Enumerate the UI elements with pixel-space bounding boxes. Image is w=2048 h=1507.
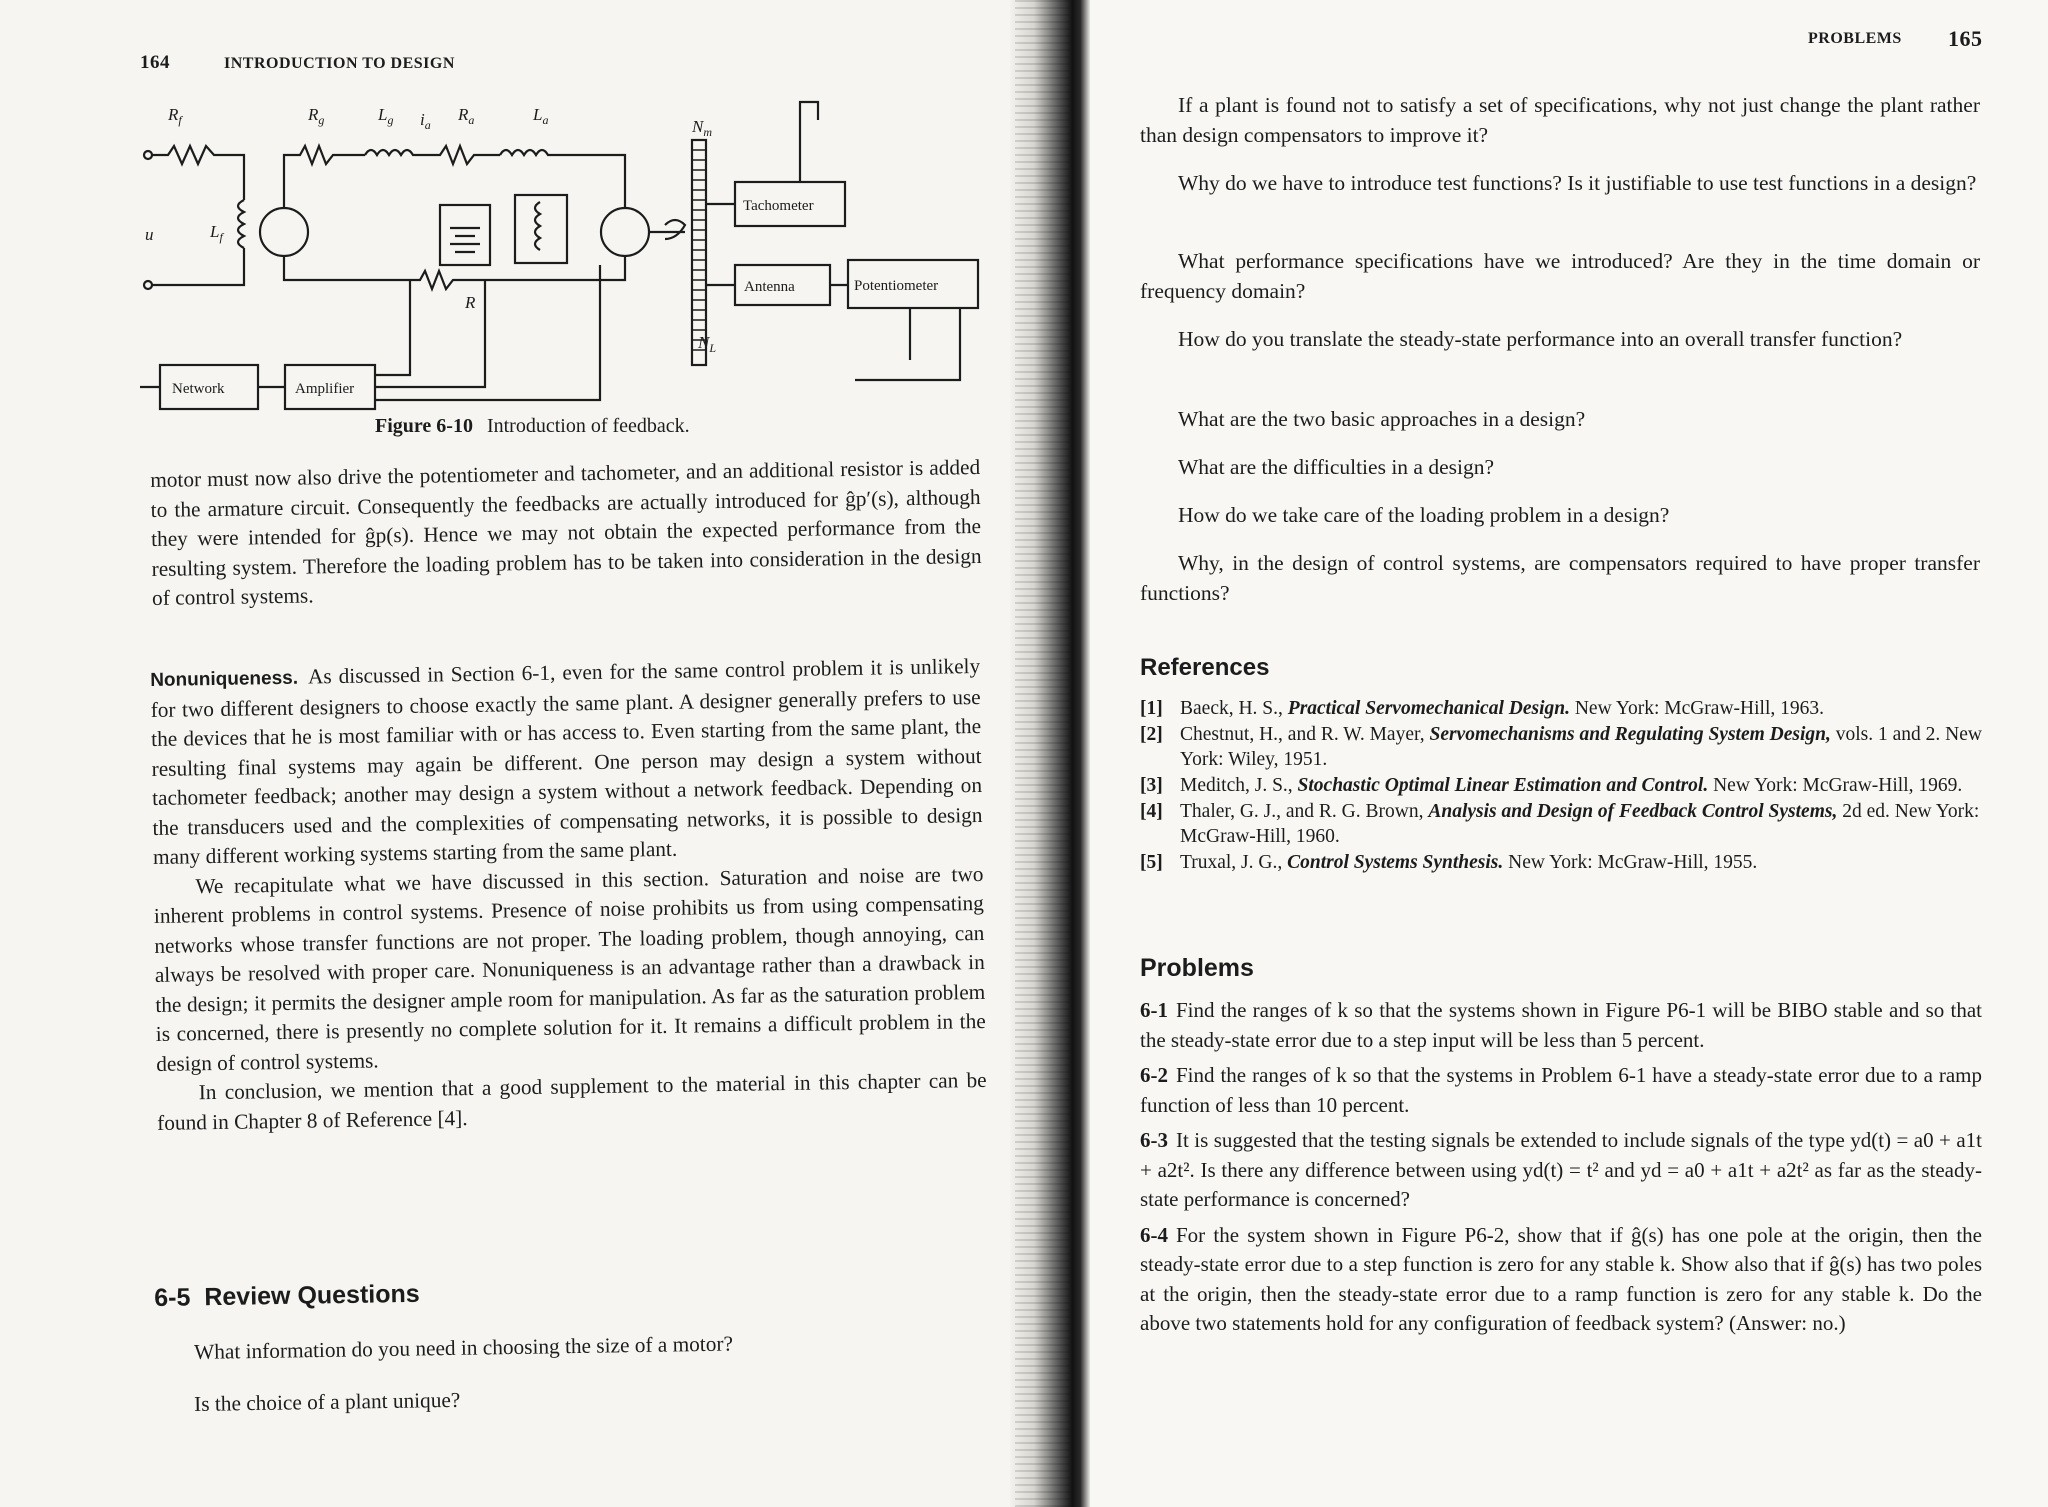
paragraph-loading-text: motor must now also drive the potentiometer and tachometer, and an additional resistor is added to the armature circuit. Consequently the feedbacks are actually introduced for ĝp′(s), although they were intended for ĝp(s). Hence we may not obtain the expected performance from the resulting system. Therefore the loading problem has to be taken into consideration in the design of control systems.	[150, 454, 982, 610]
question-text: Why do we have to introduce test functions? Is it justifiable to use test functions in a design?	[1178, 171, 1977, 195]
question-text: Why, in the design of control systems, are compensators required to have proper transfer functions?	[1140, 551, 1980, 605]
motor	[601, 208, 649, 256]
figure-number: Figure 6-10	[375, 415, 473, 437]
reference-text: Thaler, G. J., and R. G. Brown, Analysis and Design of Feedback Control Systems, 2d ed. New York: McGraw-Hill, 1960.	[1180, 801, 1980, 847]
label-la: $L_a$	[533, 105, 549, 127]
amp-field-wire	[375, 265, 600, 400]
problem-text: It is suggested that the testing signals be extended to include signals of the type yd(t) = a0 + a1t + a2t². Is there any difference between using yd(t) = t² and yd = a0 + a1t + a2t² as far as the steady-state performance is concerned?	[1140, 1128, 1982, 1211]
reference-item	[1140, 850, 1982, 875]
potentiometer-label: Potentiometer	[854, 278, 939, 294]
reference-item	[1140, 773, 1982, 798]
review-question-9	[1140, 500, 1980, 530]
review-question-10	[1140, 548, 1980, 608]
left-page-number: 164	[140, 52, 170, 73]
reference-item	[1140, 696, 1982, 721]
label-u: u	[145, 225, 154, 244]
review-question-2: Is the choice of a plant unique?	[194, 1387, 461, 1416]
label-rg: $R_g$	[308, 105, 325, 127]
review-question-4	[1140, 168, 1980, 198]
armature-return	[284, 256, 625, 289]
generator	[260, 208, 308, 256]
reference-item	[1140, 799, 1982, 849]
figure-caption	[375, 415, 690, 438]
label-lg: $L_g$	[378, 105, 394, 127]
label-r: R	[465, 293, 476, 312]
problem-number: 6-3	[1140, 1128, 1168, 1152]
problems-heading: Problems	[1140, 954, 1254, 982]
problem-text: Find the ranges of k so that the systems in Problem 6-1 have a steady-state error due to a ramp function of less than 10 percent.	[1140, 1063, 1982, 1117]
paragraph-conclusion: In conclusion, we mention that a good supplement to the material in this chapter can be found in Chapter 8 of Reference [4].	[156, 1067, 987, 1135]
problem-item	[1140, 1126, 1982, 1215]
left-body-text	[150, 652, 987, 1138]
nonuniqueness-text: As discussed in Section 6-1, even for the same control problem it is unlikely for two different designers to choose exactly the same plant. A designer generally prefers to use the devices that he is most familiar with or has access to. Even starting from the same plant, the resulting final systems may again be different. One person may design a system without tachometer feedback; another may design a system without a network feedback. Depending on the transducers used and the complexities of compensating networks, it is possible to design many different working systems starting from the same plant.	[150, 653, 983, 869]
paragraph-loading	[150, 453, 982, 614]
problems-list	[1140, 996, 1982, 1345]
review-question-7	[1140, 404, 1980, 434]
review-question-6	[1140, 324, 1980, 354]
armature-inductor	[500, 150, 625, 208]
shaft-coupling	[665, 220, 685, 239]
gear-train	[692, 140, 706, 365]
review-question-8	[1140, 452, 1980, 482]
left-running-head: INTRODUCTION TO DESIGN	[224, 55, 455, 72]
problem-number: 6-2	[1140, 1063, 1168, 1087]
reference-text: Baeck, H. S., Practical Servomechanical Design. New York: McGraw-Hill, 1963.	[1180, 698, 1824, 719]
tachometer-label: Tachometer	[743, 198, 814, 214]
references-list	[1140, 696, 1982, 876]
problem-text: Find the ranges of k so that the systems shown in Figure P6-1 will be BIBO stable and so that the steady-state error due to a step input will be less than 5 percent.	[1140, 998, 1982, 1052]
field-resistor-wire	[152, 146, 244, 200]
label-nm: $N_m$	[692, 117, 713, 139]
motor-field-box	[515, 195, 567, 263]
reference-number: [1]	[1140, 698, 1163, 719]
review-question-5	[1140, 246, 1980, 306]
label-lf: $L_f$	[210, 222, 223, 244]
review-questions-heading	[154, 1280, 420, 1313]
question-text: What are the difficulties in a design?	[1178, 455, 1495, 479]
gutter-scan-noise	[1015, 0, 1070, 1507]
terminal-bottom	[144, 281, 152, 289]
reference-number: [3]	[1140, 775, 1163, 796]
reference-number: [4]	[1140, 801, 1163, 822]
reference-number: [2]	[1140, 724, 1163, 745]
reference-text: Chestnut, H., and R. W. Mayer, Servomechanisms and Regulating System Design, vols. 1 and 2. New York: Wiley, 1951.	[1180, 724, 1982, 770]
amplifier-label: Amplifier	[295, 381, 355, 397]
network-label: Network	[172, 381, 225, 397]
pot-wire	[855, 308, 960, 380]
tach-wire-top	[800, 102, 818, 182]
label-rf: $R_f$	[168, 105, 182, 127]
reference-text: Meditch, J. S., Stochastic Optimal Linear Estimation and Control. New York: McGraw-Hill, 1969.	[1180, 775, 1963, 796]
label-ia: $i_a$	[420, 110, 431, 132]
question-text: How do you translate the steady-state performance into an overall transfer function?	[1178, 327, 1903, 351]
reference-text: Truxal, J. G., Control Systems Synthesis. New York: McGraw-Hill, 1955.	[1180, 852, 1758, 873]
problem-item	[1140, 1221, 1982, 1339]
review-question-1: What information do you need in choosing the size of a motor?	[194, 1331, 734, 1364]
problem-text: For the system shown in Figure P6-2, show that if ĝ(s) has one pole at the origin, then the steady-state error due to a step function is zero for any stable k. Show also that if ĝ(s) has two poles at the origin, then the steady-state error due to a ramp function is zero for any stable k. Do the above two statements hold for any configuration of feedback system? (Answer: no.)	[1140, 1222, 1982, 1335]
problem-number: 6-1	[1140, 998, 1168, 1022]
problem-item	[1140, 996, 1982, 1055]
paragraph-nonuniqueness	[150, 652, 983, 873]
feedback-circuit-diagram	[140, 90, 1000, 420]
field-return-wire	[152, 248, 244, 285]
review-question-3	[1140, 90, 1980, 150]
label-nl: $N_L$	[698, 333, 717, 355]
right-page-number: 165	[1948, 26, 1983, 51]
motor-field-winding	[535, 202, 540, 250]
review-section-number: 6-5	[154, 1283, 191, 1312]
question-text: If a plant is found not to satisfy a set of specifications, why not just change the plant rather than design compensators to improve it?	[1140, 93, 1980, 147]
question-text: How do we take care of the loading problem in a design?	[1178, 503, 1670, 527]
question-text: What are the two basic approaches in a design?	[1178, 407, 1586, 431]
reference-item	[1140, 722, 1982, 772]
gear-teeth	[692, 150, 706, 350]
generator-resistor	[284, 146, 365, 208]
references-heading: References	[1140, 654, 1270, 681]
amp-feedback-wire	[375, 280, 410, 375]
terminal-top	[144, 151, 152, 159]
field-inductor	[238, 200, 244, 248]
question-text: What performance specifications have we introduced? Are they in the time domain or frequency domain?	[1140, 249, 1980, 303]
battery-plates	[450, 228, 480, 252]
figure-caption-text: Introduction of feedback.	[486, 415, 690, 437]
problem-item	[1140, 1061, 1982, 1120]
right-running-head: PROBLEMS	[1808, 30, 1902, 47]
paragraph-recap: We recapitulate what we have discussed in this section. Saturation and noise are two inherent problems in control systems. Presence of noise prohibits us from using compensating networks whose transfer functions are not proper. The loading problem, though annoying, can always be resolved with proper care. Nonuniqueness is an advantage rather than a drawback in the design; it permits the designer ample room for manipulation. As far as the saturation problem is concerned, there is presently no complete solution for it. It remains a difficult problem in the design of control systems.	[153, 861, 986, 1076]
label-ra: $R_a$	[458, 105, 475, 127]
antenna-label: Antenna	[744, 279, 795, 295]
problem-number: 6-4	[1140, 1222, 1168, 1247]
nonuniqueness-heading: Nonuniqueness.	[150, 667, 299, 691]
reference-number: [5]	[1140, 852, 1163, 873]
armature-wires	[365, 146, 500, 164]
review-section-title: Review Questions	[204, 1279, 420, 1312]
